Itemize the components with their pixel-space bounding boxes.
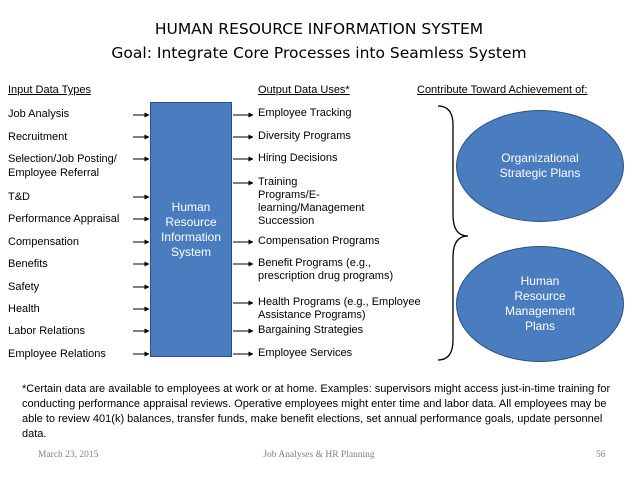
hris-box-line: Information — [160, 229, 222, 244]
ellipse-line: Resource — [514, 289, 566, 303]
output-label: Compensation Programs — [258, 235, 380, 247]
footer-page-number: 56 — [596, 450, 606, 460]
ellipse-line: Organizational — [501, 151, 579, 165]
curly-brace — [438, 106, 468, 360]
input-label: Recruitment — [8, 131, 68, 143]
input-label: Safety — [8, 281, 40, 293]
input-label: Labor Relations — [8, 325, 86, 337]
output-label: Training Programs/E-learning/Management Succession — [258, 176, 365, 227]
output-label: Employee Services — [258, 347, 353, 359]
slide-title: HUMAN RESOURCE INFORMATION SYSTEM — [154, 20, 484, 38]
output-label: Hiring Decisions — [258, 152, 338, 164]
footer-title: Job Analyses & HR Planning — [263, 450, 375, 460]
output-label: Bargaining Strategies — [258, 324, 364, 336]
input-label: Performance Appraisal — [8, 213, 120, 225]
input-label: Benefits — [8, 258, 48, 270]
input-label: Job Analysis — [8, 108, 70, 120]
input-label: Health — [8, 303, 40, 315]
hris-box-line: Resource — [165, 214, 217, 229]
input-label: Selection/Job Posting/ — [8, 153, 117, 165]
outputs-header: Output Data Uses* — [258, 84, 350, 96]
inputs-header: Input Data Types — [8, 84, 91, 96]
output-label: Diversity Programs — [258, 130, 351, 142]
slide-subtitle: Goal: Integrate Core Processes into Seamless System — [111, 44, 527, 62]
footer-date: March 23, 2015 — [38, 450, 99, 460]
input-label: Employee Referral — [8, 167, 100, 179]
ellipse-line: Human — [520, 274, 560, 288]
hris-box-line: System — [170, 244, 211, 259]
ellipse-line: Plans — [524, 319, 555, 333]
output-label: Benefit Programs (e.g., prescription drug programs) — [258, 257, 394, 282]
input-label: T&D — [8, 191, 30, 203]
output-label: Health Programs (e.g., Employee Assistance Programs) — [258, 296, 421, 321]
ellipse-line: Strategic Plans — [499, 166, 581, 180]
input-label: Compensation — [8, 236, 79, 248]
input-label: Employee Relations — [8, 348, 106, 360]
ellipse-line: Management — [504, 304, 576, 318]
output-label: Employee Tracking — [258, 107, 352, 119]
contribute-header: Contribute Toward Achievement of: — [417, 84, 588, 96]
hris-box-line: Human — [171, 199, 211, 214]
footnote: *Certain data are available to employees at work or at home. Examples: supervisors might access just-in-time training for conducting performance appraisal reviews. Operative employees might enter time and labor data. All employees may be able to review 401(k) balances, transfer funds, make benefit elections, set annual performance goals, update personnel data. — [22, 383, 611, 440]
